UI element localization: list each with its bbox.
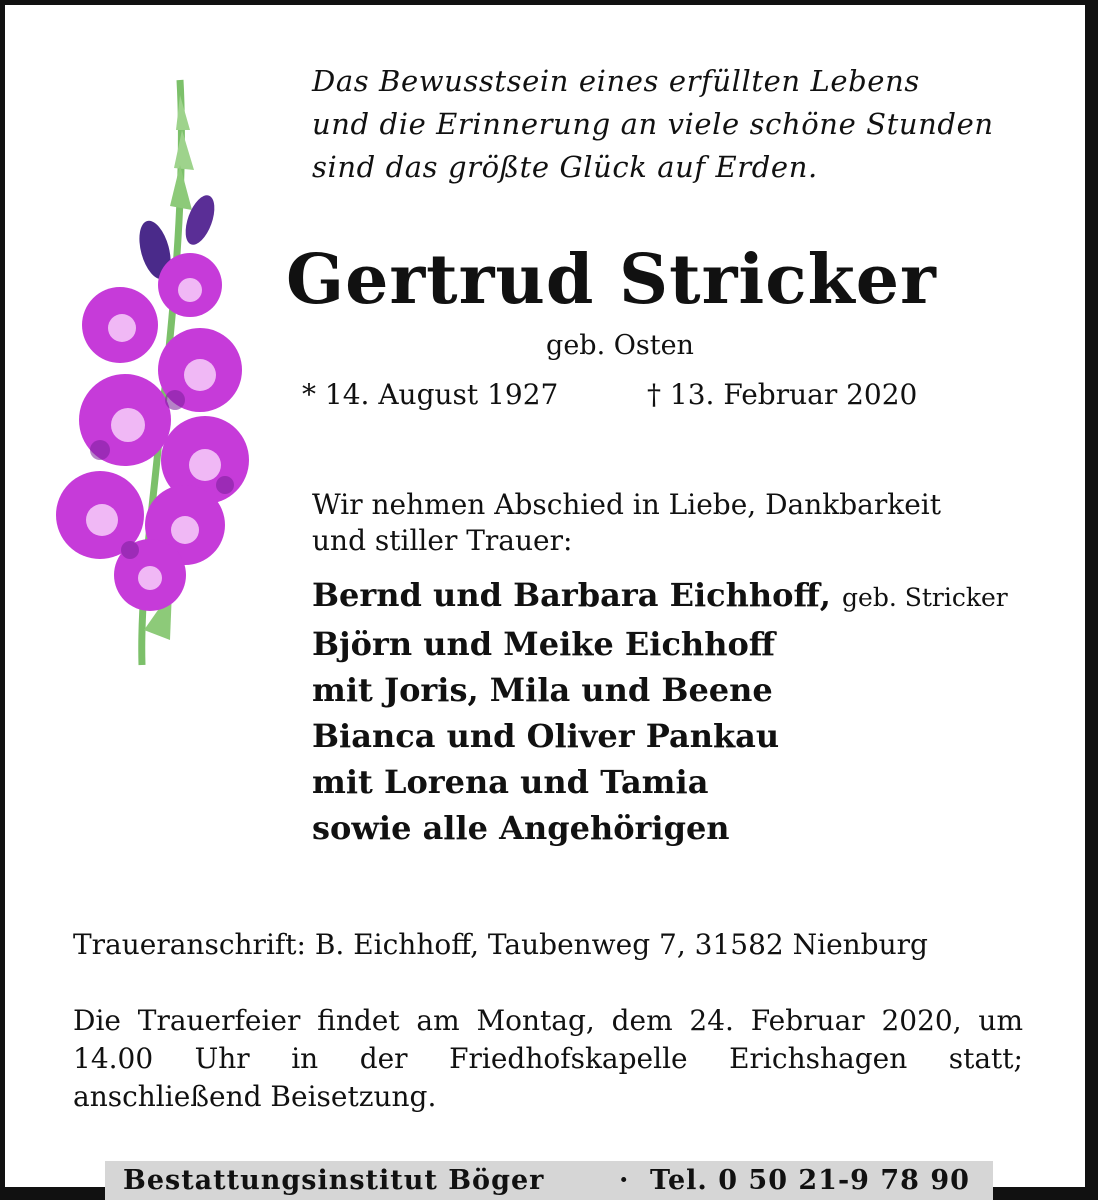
gladiolus-flower-icon [40,70,250,670]
deceased-name: Gertrud Stricker [286,240,937,320]
mourner-line: Björn und Meike Eichhoff [312,625,776,663]
birth-date: * 14. August 1927 [302,378,559,411]
mourning-address: Traueranschrift: B. Eichhoff, Taubenweg 7, 31582 Nienburg [73,928,928,961]
funeral-home-name: Bestattungsinstitut Böger [123,1165,545,1196]
verse-line: und die Erinnerung an viele schöne Stunden [312,107,994,141]
phone-number: Tel. 0 50 21-9 78 90 [650,1165,970,1196]
farewell-text [312,487,941,559]
mourners-list [312,572,1008,851]
birth-name: geb. Osten [546,330,694,361]
funeral-service-info: Die Trauerfeier findet am Montag, dem 24. Februar 2020, um 14.00 Uhr in der Friedhofskapelle Erichshagen statt; anschließend Beisetzung. [73,1004,1023,1113]
mourner-line [312,572,1008,621]
footer-separator: · [619,1165,630,1196]
verse-line: Das Bewusstsein eines erfüllten Lebens [312,64,920,98]
life-dates [302,378,918,411]
mourner-name: Bernd und Barbara Eichhoff, [312,576,831,614]
memorial-verse [312,60,994,189]
mourner-line: mit Joris, Mila und Beene [312,671,773,709]
mourner-line: sowie alle Angehörigen [312,809,730,847]
mourner-line: Bianca und Oliver Pankau [312,717,780,755]
mourner-line: mit Lorena und Tamia [312,763,709,801]
mourner-note: geb. Stricker [842,583,1008,612]
farewell-line: Wir nehmen Abschied in Liebe, Dankbarkeit [312,488,941,521]
footer-bar [105,1161,993,1200]
verse-line: sind das größte Glück auf Erden. [312,150,818,184]
death-date: † 13. Februar 2020 [647,378,918,411]
farewell-line: und stiller Trauer: [312,524,573,557]
